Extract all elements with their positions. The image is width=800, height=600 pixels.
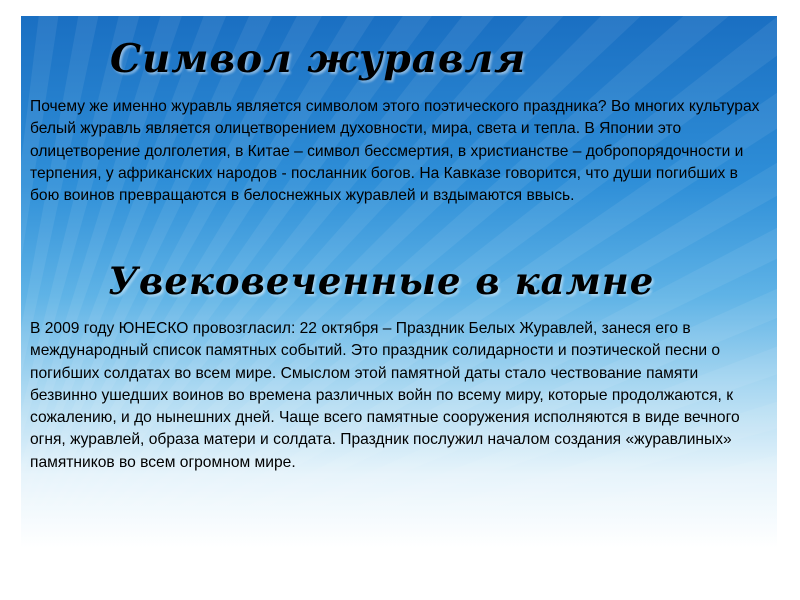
paragraph-crane-symbol: Почему же именно журавль является символом этого поэтического праздника? Во многих культурах белый журавль является олицетворением духовности, мира, света и тепла. В Японии это олицетворение долголетия, в Китае – символ бессмертия, в христианстве – добропорядочности и терпения, у африканских народов - посланник богов. На Кавказе говорится, что души погибших в бою воинов превращаются в белоснежных журавлей и вздымаются ввысь. [30, 98, 760, 205]
slide-background [21, 16, 777, 576]
slide-title-crane-symbol: Символ журавля [110, 36, 527, 82]
paragraph-unesco-holiday: В 2009 году ЮНЕСКО провозгласил: 22 октября – Праздник Белых Журавлей, занеся его в международный список памятных событий. Это праздник солидарности и поэтической песни о погибших солдатах во всем мире. Смыслом этой памятной даты стало чествование памяти безвинно ушедших воинов во времена различных войн по всему миру, которые продолжаются, к сожалению, и до нынешних дней. Чаще всего памятные сооружения исполняются в виде вечного огня, журавлей, образа матери и солдата. Праздник послужил началом создания «журавлиных» памятников во всем огромном мире. [30, 320, 740, 471]
slide-title-immortalized-in-stone: Увековеченные в камне [108, 259, 655, 303]
